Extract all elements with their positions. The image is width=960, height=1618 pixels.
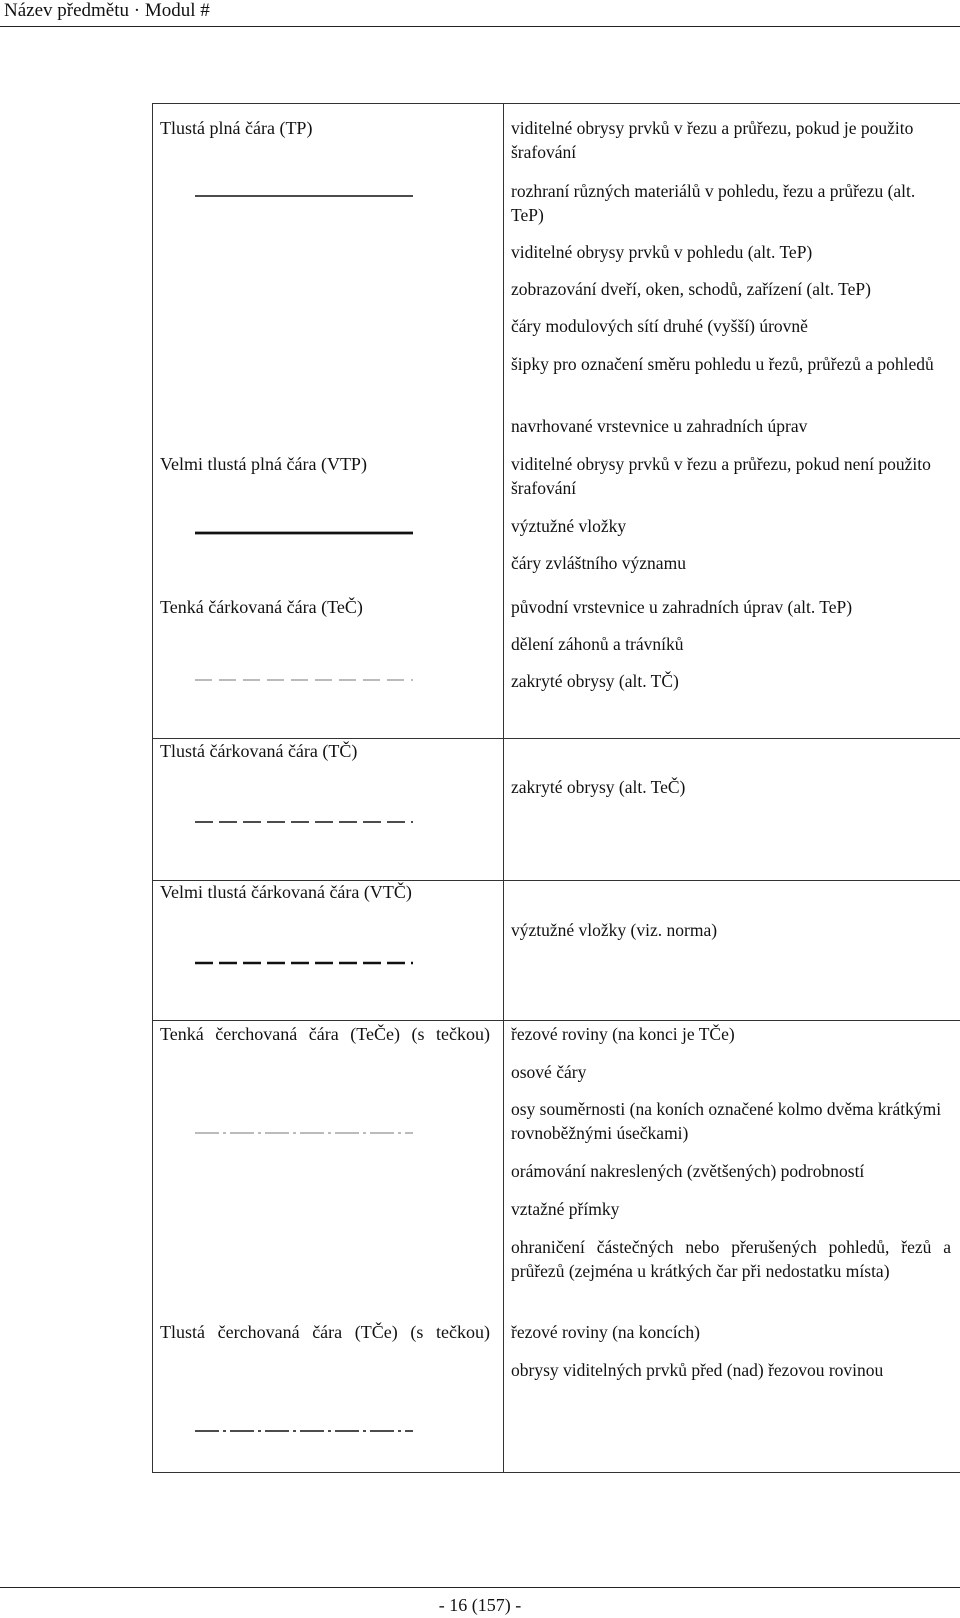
line-use: osy souměrnosti (na koních označené kolmo dvěma krátkými rovnoběžnými úsečkami) xyxy=(511,1099,942,1143)
page-header xyxy=(0,0,960,27)
line-type-name: Velmi tlustá čárkovaná čára (VTČ) xyxy=(160,882,412,902)
line-use: vztažné přímky xyxy=(511,1199,620,1219)
line-sample-tce xyxy=(195,1428,415,1434)
line-use: zakryté obrysy (alt. TČ) xyxy=(511,671,679,691)
line-use: zakryté obrysy (alt. TeČ) xyxy=(511,777,686,797)
line-use: obrysy viditelných prvků před (nad) řezovou rovinou xyxy=(511,1360,884,1380)
line-use: viditelné obrysy prvků v řezu a průřezu, pokud není použito šrafování xyxy=(511,454,931,498)
line-type-name: Velmi tlustá plná čára (VTP) xyxy=(160,454,367,474)
line-use: výztužné vložky (viz. norma) xyxy=(511,920,718,940)
line-sample-tec xyxy=(195,677,415,683)
column-divider xyxy=(503,103,504,1473)
line-type-name: Tlustá čárkovaná čára (TČ) xyxy=(160,741,358,761)
row-divider xyxy=(152,1020,960,1021)
line-use: dělení záhonů a trávníků xyxy=(511,634,684,654)
header-title: Název předmětu · Modul # xyxy=(4,0,210,21)
line-use: původní vrstevnice u zahradních úprav (alt. TeP) xyxy=(511,597,853,617)
line-type-name: Tlustá plná čára (TP) xyxy=(160,118,313,138)
line-use: řezové roviny (na koncích) xyxy=(511,1322,701,1342)
line-type-name: Tlustá čerchovaná čára (TČe) (s tečkou) xyxy=(160,1322,490,1342)
line-use: řezové roviny (na konci je TČe) xyxy=(511,1024,735,1044)
line-use: orámování nakreslených (zvětšených) podrobností xyxy=(511,1161,865,1181)
page-number: - 16 (157) - xyxy=(438,1595,522,1615)
page-footer xyxy=(0,1587,960,1618)
line-sample-tp xyxy=(195,193,415,199)
line-use: ohraničení částečných nebo přerušených pohledů, řezů a průřezů (zejména u krátkých čar při nedostatku místa) xyxy=(511,1237,951,1281)
line-use: osové čáry xyxy=(511,1062,587,1082)
line-use: výztužné vložky xyxy=(511,516,627,536)
line-use: zobrazování dveří, oken, schodů, zařízení (alt. TeP) xyxy=(511,279,871,299)
line-use: rozhraní různých materiálů v pohledu, řezu a průřezu (alt. TeP) xyxy=(511,181,916,225)
line-sample-vtp xyxy=(195,530,415,536)
line-sample-tece xyxy=(195,1130,415,1136)
line-type-name: Tenká čerchovaná čára (TeČe) (s tečkou) xyxy=(160,1024,490,1044)
line-sample-vtc xyxy=(195,960,415,966)
line-use: šipky pro označení směru pohledu u řezů, průřezů a pohledů xyxy=(511,354,934,374)
line-use: viditelné obrysy prvků v řezu a průřezu, pokud je použito šrafování xyxy=(511,118,914,162)
line-use: navrhované vrstevnice u zahradních úprav xyxy=(511,416,808,436)
line-use: viditelné obrysy prvků v pohledu (alt. TeP) xyxy=(511,242,813,262)
line-type-name: Tenká čárkovaná čára (TeČ) xyxy=(160,597,363,617)
line-use: čáry modulových sítí druhé (vyšší) úrovně xyxy=(511,316,808,336)
line-use: čáry zvláštního významu xyxy=(511,553,686,573)
line-sample-tc xyxy=(195,819,415,825)
